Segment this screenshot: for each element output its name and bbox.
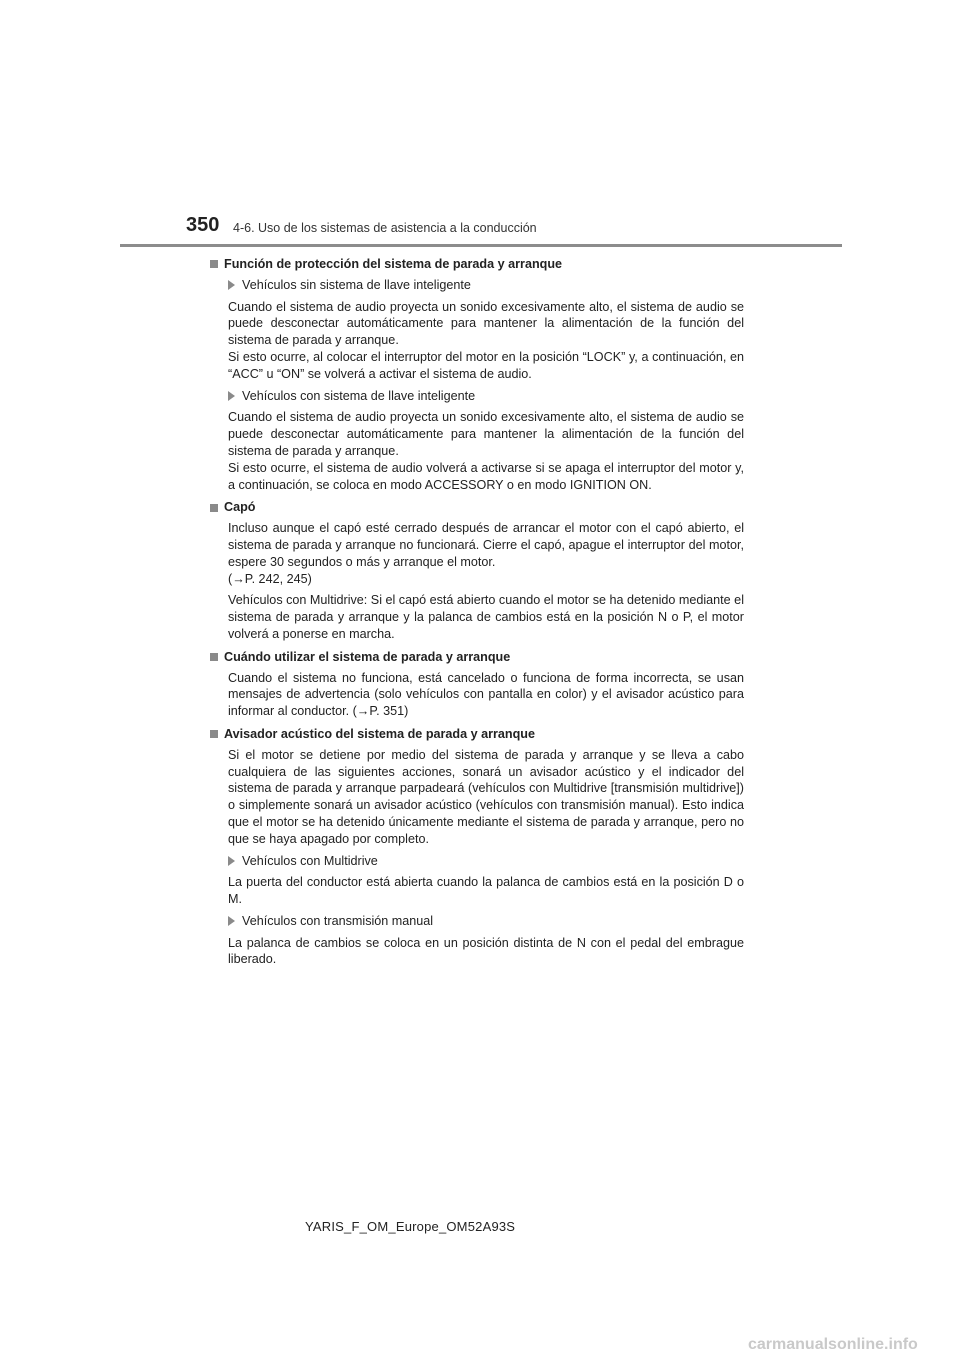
- page-number: 350: [186, 214, 220, 236]
- subheading: [228, 277, 744, 294]
- header-rule: [120, 244, 842, 247]
- section-title-text: Función de protección del sistema de parada y arranque: [224, 257, 563, 271]
- subheading-text: Vehículos con transmisión manual: [242, 913, 434, 928]
- subheading: [228, 388, 744, 405]
- paragraph: Si esto ocurre, el sistema de audio volverá a activarse si se apaga el interruptor del motor y, a continuación, se coloca en modo ACCESSORY o en modo IGNITION ON.: [228, 460, 744, 492]
- square-bullet-icon: [210, 504, 218, 512]
- paragraph: Cuando el sistema de audio proyecta un sonido excesivamente alto, el sistema de audio se puede desconectar automáticamente para mantener la alimentación de la función del sistema de parada y arranque.: [228, 299, 744, 348]
- square-bullet-icon: [210, 260, 218, 268]
- section-heading: [210, 256, 744, 273]
- subheading-text: Vehículos con sistema de llave inteligente: [242, 388, 476, 403]
- section-heading: [210, 649, 744, 666]
- section-cuando-utilizar: [210, 649, 744, 720]
- section-proteccion: [210, 256, 744, 493]
- paragraph: La puerta del conductor está abierta cuando la palanca de cambios está en la posición D o M.: [228, 875, 744, 907]
- paragraph: Cuando el sistema no funciona, está cancelado o funciona de forma incorrecta, se usan mensajes de advertencia (solo vehículos con pantalla en color) y el avisador acústico para informar al conductor. (→P. 351): [228, 670, 744, 719]
- triangle-bullet-icon: [228, 856, 235, 866]
- subheading-text: Vehículos sin sistema de llave inteligente: [242, 277, 471, 292]
- paragraph: Vehículos con Multidrive: Si el capó está abierto cuando el motor se ha detenido mediante el sistema de parada y arranque y la palanca de cambios está en la posición N o P, el motor volverá a ponerse en marcha.: [228, 593, 744, 641]
- subheading: [228, 853, 744, 870]
- triangle-bullet-icon: [228, 280, 235, 290]
- paragraph: La palanca de cambios se coloca en un posición distinta de N con el pedal del embrague liberado.: [228, 935, 744, 967]
- paragraph: Si esto ocurre, al colocar el interruptor del motor en la posición “LOCK” y, a continuación, en “ACC” u “ON” se volverá a activar el sistema de audio.: [228, 349, 744, 381]
- subheading: [228, 913, 744, 930]
- watermark: carmanualsonline.info: [748, 1336, 918, 1353]
- section-title: 4-6. Uso de los sistemas de asistencia a la conducción: [233, 221, 537, 235]
- page-reference: (→P. 242, 245): [228, 571, 312, 586]
- triangle-bullet-icon: [228, 916, 235, 926]
- section-capo: [210, 499, 744, 642]
- square-bullet-icon: [210, 653, 218, 661]
- document-body: [210, 256, 744, 974]
- paragraph: Cuando el sistema de audio proyecta un sonido excesivamente alto, el sistema de audio se puede desconectar automáticamente para mantener la alimentación de la función del sistema de parada y arranque.: [228, 410, 744, 458]
- section-heading: [210, 726, 744, 743]
- triangle-bullet-icon: [228, 391, 235, 401]
- paragraph: Incluso aunque el capó esté cerrado después de arrancar el motor con el capó abierto, el sistema de parada y arranque no funcionará. Cierre el capó, apague el interruptor del motor, espere 30 segundos o más y arranque el motor.: [228, 521, 744, 569]
- section-title-text: Avisador acústico del sistema de parada y arranque: [224, 726, 536, 741]
- section-title-text: Cuándo utilizar el sistema de parada y arranque: [224, 649, 511, 664]
- square-bullet-icon: [210, 730, 218, 738]
- section-heading: [210, 499, 744, 516]
- paragraph: Si el motor se detiene por medio del sistema de parada y arranque y se lleva a cabo cualquiera de las siguientes acciones, sonará un avisador acústico y el indicador del sistema de parada y arranque parpadeará (vehículos con Multidrive [transmisión multidrive]) o simplemente sonará un avisador acústico (vehículos con transmisión manual). Esto indica que el motor se ha detenido únicamente mediante el sistema de parada y arranque, pero no que se haya apagado por completo.: [228, 747, 744, 846]
- section-title-text: Capó: [224, 500, 256, 515]
- document-code-footer: YARIS_F_OM_Europe_OM52A93S: [305, 1219, 516, 1234]
- subheading-text: Vehículos con Multidrive: [242, 853, 378, 868]
- section-avisador: [210, 726, 744, 968]
